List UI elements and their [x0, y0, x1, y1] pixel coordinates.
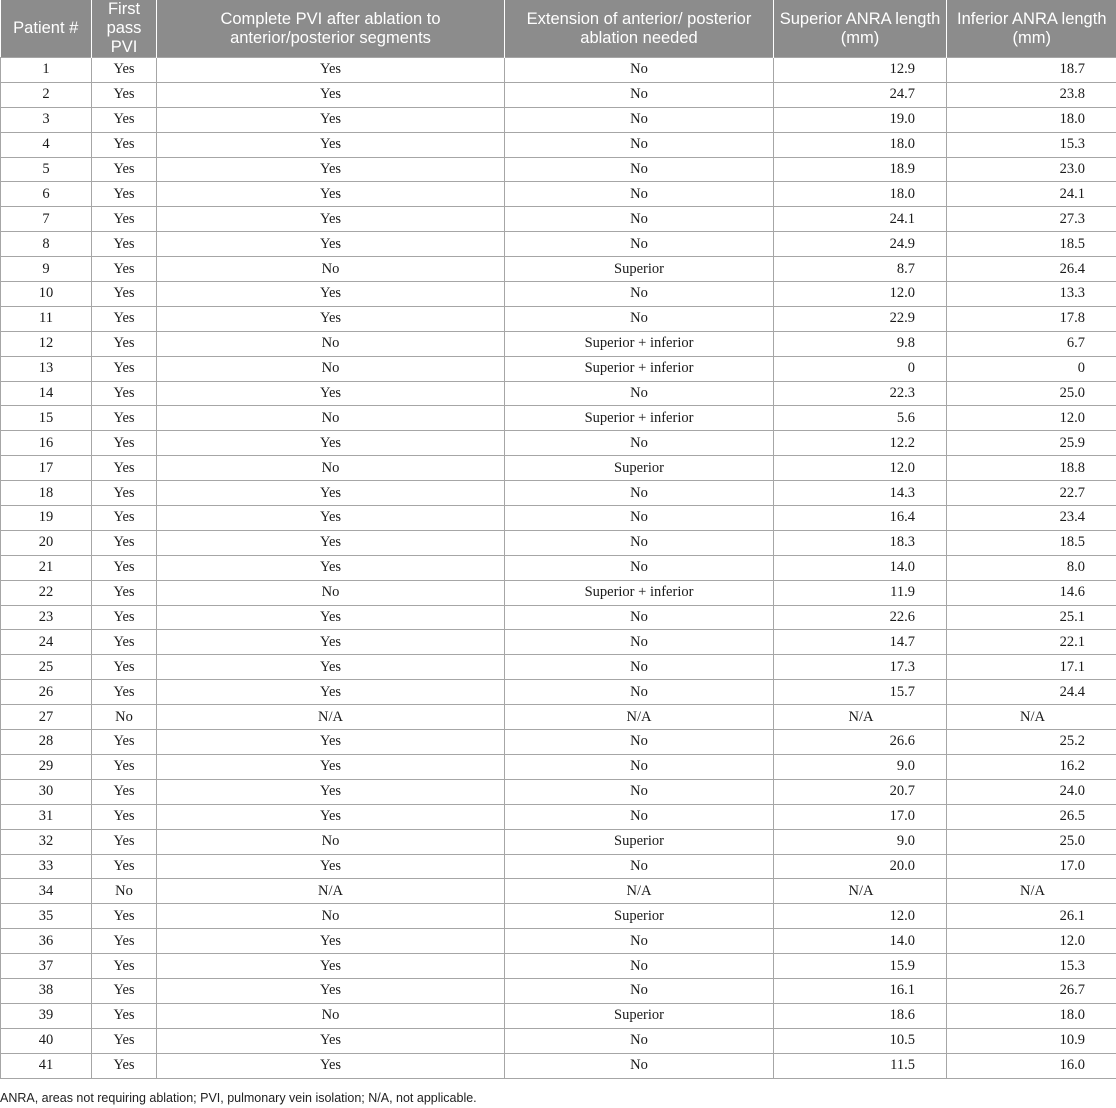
cell-inferior-anra: 16.0: [947, 1053, 1116, 1078]
cell-extension-needed: No: [505, 1053, 774, 1078]
cell-superior-anra: 17.0: [774, 804, 947, 829]
cell-superior-anra: 9.0: [774, 829, 947, 854]
cell-first-pass-pvi: Yes: [92, 406, 157, 431]
cell-extension-needed: Superior + inferior: [505, 331, 774, 356]
cell-inferior-anra: 6.7: [947, 331, 1116, 356]
cell-superior-anra: 17.3: [774, 655, 947, 680]
cell-first-pass-pvi: Yes: [92, 779, 157, 804]
table-row: [1, 1053, 1116, 1078]
cell-first-pass-pvi: Yes: [92, 854, 157, 879]
cell-extension-needed: No: [505, 232, 774, 257]
cell-superior-anra: 14.3: [774, 481, 947, 506]
cell-first-pass-pvi: Yes: [92, 555, 157, 580]
table-row: [1, 481, 1116, 506]
cell-patient-number: 26: [1, 680, 92, 705]
table-row: [1, 406, 1116, 431]
cell-patient-number: 37: [1, 954, 92, 979]
table-row: [1, 381, 1116, 406]
cell-complete-pvi: Yes: [157, 58, 505, 83]
cell-inferior-anra: 17.0: [947, 854, 1116, 879]
cell-inferior-anra: 13.3: [947, 282, 1116, 307]
cell-inferior-anra: 26.4: [947, 257, 1116, 282]
header-patient-number: Patient #: [1, 0, 92, 58]
cell-patient-number: 25: [1, 655, 92, 680]
cell-extension-needed: No: [505, 754, 774, 779]
cell-inferior-anra: 27.3: [947, 207, 1116, 232]
table-row: [1, 506, 1116, 531]
cell-inferior-anra: 25.9: [947, 431, 1116, 456]
cell-superior-anra: 22.3: [774, 381, 947, 406]
cell-superior-anra: 10.5: [774, 1028, 947, 1053]
cell-first-pass-pvi: No: [92, 705, 157, 730]
table-row: [1, 904, 1116, 929]
cell-patient-number: 23: [1, 605, 92, 630]
cell-patient-number: 1: [1, 58, 92, 83]
cell-extension-needed: No: [505, 306, 774, 331]
cell-patient-number: 31: [1, 804, 92, 829]
cell-superior-anra: 22.9: [774, 306, 947, 331]
table-row: [1, 157, 1116, 182]
cell-complete-pvi: No: [157, 456, 505, 481]
cell-extension-needed: No: [505, 854, 774, 879]
cell-inferior-anra: 18.5: [947, 530, 1116, 555]
cell-patient-number: 21: [1, 555, 92, 580]
cell-patient-number: 41: [1, 1053, 92, 1078]
cell-superior-anra: 16.1: [774, 978, 947, 1003]
cell-extension-needed: No: [505, 1028, 774, 1053]
table-row: [1, 605, 1116, 630]
cell-first-pass-pvi: Yes: [92, 929, 157, 954]
cell-complete-pvi: Yes: [157, 530, 505, 555]
cell-superior-anra: 19.0: [774, 107, 947, 132]
cell-extension-needed: No: [505, 929, 774, 954]
cell-superior-anra: 18.9: [774, 157, 947, 182]
cell-patient-number: 17: [1, 456, 92, 481]
cell-inferior-anra: 22.1: [947, 630, 1116, 655]
cell-complete-pvi: Yes: [157, 978, 505, 1003]
cell-extension-needed: No: [505, 605, 774, 630]
table-row: [1, 132, 1116, 157]
cell-patient-number: 4: [1, 132, 92, 157]
table-header-row: [1, 0, 1116, 58]
cell-inferior-anra: 25.1: [947, 605, 1116, 630]
cell-patient-number: 19: [1, 506, 92, 531]
cell-extension-needed: No: [505, 82, 774, 107]
cell-inferior-anra: 18.7: [947, 58, 1116, 83]
cell-complete-pvi: Yes: [157, 132, 505, 157]
cell-complete-pvi: Yes: [157, 680, 505, 705]
cell-first-pass-pvi: Yes: [92, 580, 157, 605]
cell-inferior-anra: 18.5: [947, 232, 1116, 257]
cell-inferior-anra: 0: [947, 356, 1116, 381]
table-row: [1, 282, 1116, 307]
cell-first-pass-pvi: Yes: [92, 630, 157, 655]
cell-complete-pvi: Yes: [157, 306, 505, 331]
cell-patient-number: 27: [1, 705, 92, 730]
cell-patient-number: 15: [1, 406, 92, 431]
table-body: [1, 58, 1116, 1079]
cell-complete-pvi: Yes: [157, 182, 505, 207]
cell-patient-number: 30: [1, 779, 92, 804]
cell-extension-needed: Superior: [505, 904, 774, 929]
cell-complete-pvi: No: [157, 331, 505, 356]
cell-superior-anra: 15.7: [774, 680, 947, 705]
cell-complete-pvi: Yes: [157, 506, 505, 531]
cell-complete-pvi: Yes: [157, 555, 505, 580]
cell-inferior-anra: 23.0: [947, 157, 1116, 182]
cell-inferior-anra: N/A: [947, 705, 1116, 730]
cell-superior-anra: 14.0: [774, 555, 947, 580]
cell-patient-number: 3: [1, 107, 92, 132]
cell-inferior-anra: 14.6: [947, 580, 1116, 605]
cell-first-pass-pvi: Yes: [92, 182, 157, 207]
cell-extension-needed: No: [505, 282, 774, 307]
cell-first-pass-pvi: Yes: [92, 207, 157, 232]
cell-first-pass-pvi: Yes: [92, 655, 157, 680]
cell-superior-anra: 11.5: [774, 1053, 947, 1078]
cell-first-pass-pvi: Yes: [92, 82, 157, 107]
table-row: [1, 257, 1116, 282]
cell-first-pass-pvi: Yes: [92, 978, 157, 1003]
cell-complete-pvi: N/A: [157, 705, 505, 730]
cell-complete-pvi: No: [157, 1003, 505, 1028]
cell-patient-number: 11: [1, 306, 92, 331]
header-complete-pvi: Complete PVI after ablation to anterior/posterior segments: [157, 0, 505, 58]
cell-superior-anra: 24.7: [774, 82, 947, 107]
cell-complete-pvi: Yes: [157, 481, 505, 506]
cell-superior-anra: 18.0: [774, 132, 947, 157]
cell-patient-number: 36: [1, 929, 92, 954]
table-row: [1, 705, 1116, 730]
cell-patient-number: 7: [1, 207, 92, 232]
table-row: [1, 182, 1116, 207]
cell-superior-anra: 15.9: [774, 954, 947, 979]
cell-extension-needed: No: [505, 730, 774, 755]
cell-patient-number: 2: [1, 82, 92, 107]
cell-first-pass-pvi: Yes: [92, 381, 157, 406]
cell-complete-pvi: N/A: [157, 879, 505, 904]
cell-extension-needed: No: [505, 804, 774, 829]
table-row: [1, 82, 1116, 107]
cell-patient-number: 22: [1, 580, 92, 605]
cell-complete-pvi: No: [157, 406, 505, 431]
cell-complete-pvi: No: [157, 580, 505, 605]
table-row: [1, 456, 1116, 481]
header-extension-needed: Extension of anterior/ posterior ablation needed: [505, 0, 774, 58]
cell-inferior-anra: 26.7: [947, 978, 1116, 1003]
cell-first-pass-pvi: Yes: [92, 754, 157, 779]
cell-first-pass-pvi: Yes: [92, 431, 157, 456]
cell-extension-needed: Superior + inferior: [505, 580, 774, 605]
cell-extension-needed: No: [505, 107, 774, 132]
cell-first-pass-pvi: Yes: [92, 356, 157, 381]
cell-first-pass-pvi: Yes: [92, 257, 157, 282]
table-row: [1, 655, 1116, 680]
cell-complete-pvi: Yes: [157, 431, 505, 456]
cell-extension-needed: No: [505, 481, 774, 506]
cell-extension-needed: No: [505, 182, 774, 207]
cell-inferior-anra: 23.4: [947, 506, 1116, 531]
cell-first-pass-pvi: Yes: [92, 282, 157, 307]
cell-extension-needed: No: [505, 555, 774, 580]
cell-patient-number: 38: [1, 978, 92, 1003]
cell-inferior-anra: 18.0: [947, 1003, 1116, 1028]
cell-extension-needed: Superior: [505, 829, 774, 854]
cell-complete-pvi: No: [157, 356, 505, 381]
table-row: [1, 954, 1116, 979]
cell-superior-anra: 26.6: [774, 730, 947, 755]
cell-superior-anra: 18.0: [774, 182, 947, 207]
cell-patient-number: 40: [1, 1028, 92, 1053]
table-row: [1, 754, 1116, 779]
cell-superior-anra: 14.0: [774, 929, 947, 954]
cell-patient-number: 10: [1, 282, 92, 307]
cell-first-pass-pvi: Yes: [92, 306, 157, 331]
cell-superior-anra: 20.7: [774, 779, 947, 804]
cell-complete-pvi: Yes: [157, 779, 505, 804]
cell-complete-pvi: Yes: [157, 954, 505, 979]
cell-complete-pvi: Yes: [157, 282, 505, 307]
cell-first-pass-pvi: Yes: [92, 954, 157, 979]
table-row: [1, 555, 1116, 580]
cell-first-pass-pvi: Yes: [92, 58, 157, 83]
table-row: [1, 356, 1116, 381]
cell-first-pass-pvi: Yes: [92, 232, 157, 257]
cell-inferior-anra: 8.0: [947, 555, 1116, 580]
cell-first-pass-pvi: Yes: [92, 107, 157, 132]
cell-extension-needed: No: [505, 779, 774, 804]
cell-inferior-anra: 26.5: [947, 804, 1116, 829]
cell-superior-anra: 8.7: [774, 257, 947, 282]
cell-extension-needed: Superior + inferior: [505, 356, 774, 381]
cell-first-pass-pvi: Yes: [92, 530, 157, 555]
cell-patient-number: 24: [1, 630, 92, 655]
cell-complete-pvi: Yes: [157, 754, 505, 779]
cell-patient-number: 39: [1, 1003, 92, 1028]
cell-extension-needed: No: [505, 954, 774, 979]
cell-first-pass-pvi: Yes: [92, 829, 157, 854]
cell-complete-pvi: Yes: [157, 1053, 505, 1078]
cell-complete-pvi: No: [157, 257, 505, 282]
cell-inferior-anra: 16.2: [947, 754, 1116, 779]
table-row: [1, 730, 1116, 755]
cell-inferior-anra: 18.8: [947, 456, 1116, 481]
cell-complete-pvi: Yes: [157, 207, 505, 232]
header-superior-anra: Superior ANRA length (mm): [774, 0, 947, 58]
cell-inferior-anra: 24.1: [947, 182, 1116, 207]
cell-inferior-anra: N/A: [947, 879, 1116, 904]
cell-patient-number: 29: [1, 754, 92, 779]
table-row: [1, 804, 1116, 829]
cell-first-pass-pvi: Yes: [92, 804, 157, 829]
cell-patient-number: 20: [1, 530, 92, 555]
table-row: [1, 232, 1116, 257]
cell-extension-needed: No: [505, 132, 774, 157]
cell-superior-anra: 9.8: [774, 331, 947, 356]
table-row: [1, 929, 1116, 954]
cell-inferior-anra: 15.3: [947, 954, 1116, 979]
cell-extension-needed: No: [505, 680, 774, 705]
cell-extension-needed: No: [505, 506, 774, 531]
cell-extension-needed: No: [505, 381, 774, 406]
header-inferior-anra: Inferior ANRA length (mm): [947, 0, 1116, 58]
cell-patient-number: 14: [1, 381, 92, 406]
cell-complete-pvi: Yes: [157, 804, 505, 829]
cell-inferior-anra: 12.0: [947, 929, 1116, 954]
cell-patient-number: 35: [1, 904, 92, 929]
cell-complete-pvi: Yes: [157, 929, 505, 954]
header-first-pass-pvi: First pass PVI: [92, 0, 157, 58]
cell-complete-pvi: No: [157, 904, 505, 929]
cell-patient-number: 18: [1, 481, 92, 506]
cell-first-pass-pvi: Yes: [92, 730, 157, 755]
cell-first-pass-pvi: Yes: [92, 331, 157, 356]
cell-first-pass-pvi: Yes: [92, 1053, 157, 1078]
cell-complete-pvi: Yes: [157, 232, 505, 257]
table-row: [1, 1028, 1116, 1053]
cell-patient-number: 32: [1, 829, 92, 854]
cell-first-pass-pvi: Yes: [92, 506, 157, 531]
cell-superior-anra: 12.0: [774, 456, 947, 481]
cell-inferior-anra: 23.8: [947, 82, 1116, 107]
cell-inferior-anra: 12.0: [947, 406, 1116, 431]
cell-patient-number: 9: [1, 257, 92, 282]
cell-complete-pvi: Yes: [157, 655, 505, 680]
cell-inferior-anra: 24.4: [947, 680, 1116, 705]
cell-superior-anra: 5.6: [774, 406, 947, 431]
cell-complete-pvi: Yes: [157, 605, 505, 630]
cell-first-pass-pvi: Yes: [92, 680, 157, 705]
cell-inferior-anra: 26.1: [947, 904, 1116, 929]
cell-complete-pvi: Yes: [157, 854, 505, 879]
cell-complete-pvi: Yes: [157, 82, 505, 107]
cell-extension-needed: N/A: [505, 705, 774, 730]
cell-inferior-anra: 17.8: [947, 306, 1116, 331]
table-row: [1, 580, 1116, 605]
cell-inferior-anra: 22.7: [947, 481, 1116, 506]
cell-inferior-anra: 18.0: [947, 107, 1116, 132]
table-row: [1, 680, 1116, 705]
cell-first-pass-pvi: Yes: [92, 904, 157, 929]
cell-patient-number: 16: [1, 431, 92, 456]
table-row: [1, 879, 1116, 904]
cell-extension-needed: Superior: [505, 1003, 774, 1028]
table-row: [1, 978, 1116, 1003]
cell-first-pass-pvi: Yes: [92, 157, 157, 182]
cell-patient-number: 34: [1, 879, 92, 904]
cell-inferior-anra: 25.0: [947, 381, 1116, 406]
cell-inferior-anra: 25.2: [947, 730, 1116, 755]
cell-superior-anra: 20.0: [774, 854, 947, 879]
table-row: [1, 207, 1116, 232]
cell-superior-anra: 18.6: [774, 1003, 947, 1028]
cell-patient-number: 13: [1, 356, 92, 381]
cell-superior-anra: 12.0: [774, 904, 947, 929]
cell-patient-number: 12: [1, 331, 92, 356]
cell-complete-pvi: Yes: [157, 381, 505, 406]
cell-first-pass-pvi: Yes: [92, 605, 157, 630]
cell-first-pass-pvi: Yes: [92, 132, 157, 157]
cell-complete-pvi: Yes: [157, 157, 505, 182]
cell-extension-needed: No: [505, 655, 774, 680]
cell-superior-anra: 12.0: [774, 282, 947, 307]
cell-superior-anra: 22.6: [774, 605, 947, 630]
cell-first-pass-pvi: Yes: [92, 481, 157, 506]
cell-inferior-anra: 24.0: [947, 779, 1116, 804]
cell-superior-anra: 0: [774, 356, 947, 381]
cell-inferior-anra: 10.9: [947, 1028, 1116, 1053]
table-row: [1, 107, 1116, 132]
cell-inferior-anra: 15.3: [947, 132, 1116, 157]
cell-superior-anra: 16.4: [774, 506, 947, 531]
cell-superior-anra: 11.9: [774, 580, 947, 605]
cell-extension-needed: N/A: [505, 879, 774, 904]
cell-complete-pvi: Yes: [157, 730, 505, 755]
cell-superior-anra: 14.7: [774, 630, 947, 655]
cell-inferior-anra: 25.0: [947, 829, 1116, 854]
table-row: [1, 854, 1116, 879]
cell-extension-needed: Superior: [505, 456, 774, 481]
table-row: [1, 1003, 1116, 1028]
table-row: [1, 530, 1116, 555]
cell-extension-needed: No: [505, 431, 774, 456]
cell-patient-number: 28: [1, 730, 92, 755]
cell-superior-anra: 12.9: [774, 58, 947, 83]
cell-complete-pvi: No: [157, 829, 505, 854]
table-row: [1, 331, 1116, 356]
cell-first-pass-pvi: Yes: [92, 1003, 157, 1028]
table-row: [1, 431, 1116, 456]
cell-complete-pvi: Yes: [157, 1028, 505, 1053]
cell-extension-needed: No: [505, 630, 774, 655]
cell-first-pass-pvi: Yes: [92, 456, 157, 481]
cell-extension-needed: No: [505, 530, 774, 555]
table-row: [1, 779, 1116, 804]
cell-patient-number: 6: [1, 182, 92, 207]
cell-patient-number: 5: [1, 157, 92, 182]
table-row: [1, 630, 1116, 655]
cell-extension-needed: No: [505, 207, 774, 232]
cell-first-pass-pvi: No: [92, 879, 157, 904]
cell-superior-anra: 24.9: [774, 232, 947, 257]
cell-patient-number: 33: [1, 854, 92, 879]
cell-first-pass-pvi: Yes: [92, 1028, 157, 1053]
cell-inferior-anra: 17.1: [947, 655, 1116, 680]
cell-superior-anra: N/A: [774, 879, 947, 904]
cell-superior-anra: 18.3: [774, 530, 947, 555]
cell-complete-pvi: Yes: [157, 107, 505, 132]
table-footnote: ANRA, areas not requiring ablation; PVI, pulmonary vein isolation; N/A, not applicable.: [0, 1091, 477, 1105]
cell-superior-anra: 9.0: [774, 754, 947, 779]
table-row: [1, 829, 1116, 854]
cell-extension-needed: Superior: [505, 257, 774, 282]
cell-extension-needed: No: [505, 157, 774, 182]
cell-superior-anra: N/A: [774, 705, 947, 730]
cell-extension-needed: No: [505, 58, 774, 83]
cell-patient-number: 8: [1, 232, 92, 257]
cell-superior-anra: 24.1: [774, 207, 947, 232]
cell-extension-needed: Superior + inferior: [505, 406, 774, 431]
cell-extension-needed: No: [505, 978, 774, 1003]
cell-complete-pvi: Yes: [157, 630, 505, 655]
table-row: [1, 306, 1116, 331]
table-row: [1, 58, 1116, 83]
cell-superior-anra: 12.2: [774, 431, 947, 456]
